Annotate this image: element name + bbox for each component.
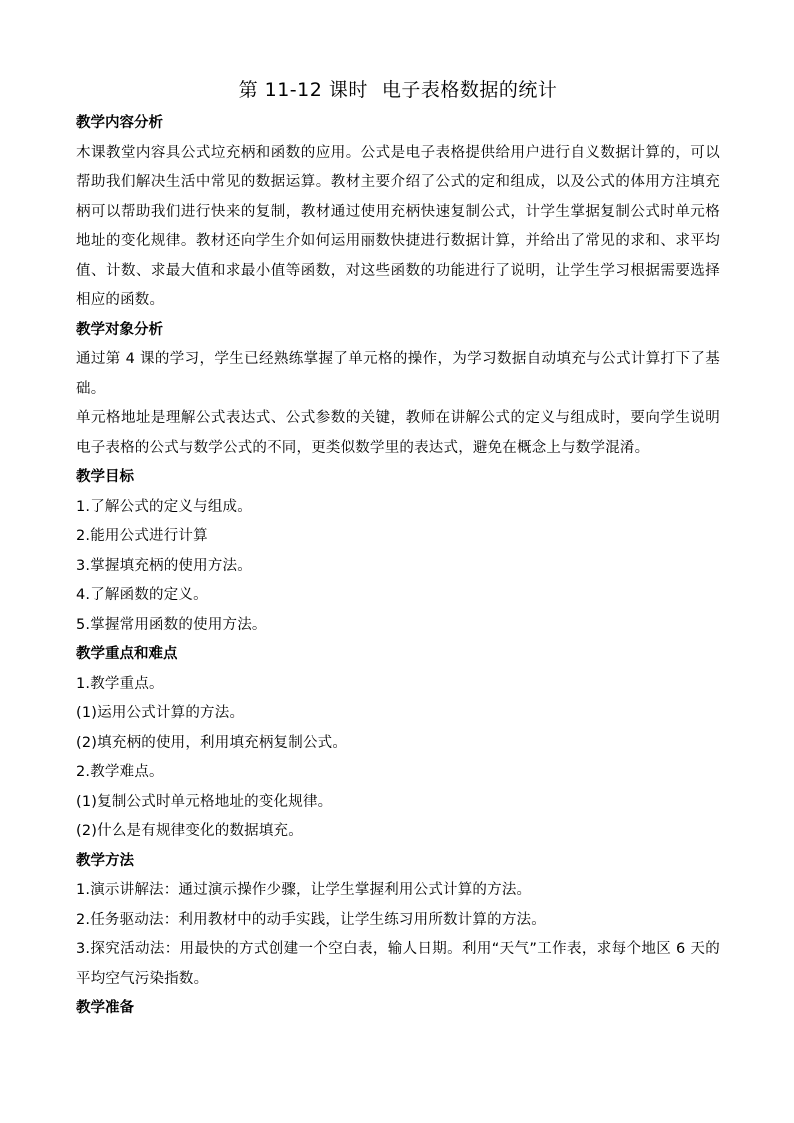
document-page	[76, 76, 720, 1024]
paragraph-object-analysis-2: 单元格地址是理解公式表达式、公式参数的关键，教师在讲解公式的定义与组成时，要向学生说明电子表格的公式与数学公式的不同，更类似数学里的表达式，避免在概念上与数学混淆。	[76, 410, 720, 456]
heading-methods: 教学方法	[76, 852, 134, 869]
method-item-1: 1.演示讲解法：通过演示操作少骤，让学生掌握利用公式计算的方法。	[76, 882, 532, 898]
key-point-item: (1)复制公式时单元格地址的变化规律。	[76, 793, 333, 810]
goal-item: 2.能用公式进行计算	[76, 528, 208, 544]
heading-object-analysis: 教学对象分析	[76, 321, 163, 338]
method-item-2: 2.任务驱动法：利用教材中的动手实践，让学生练习用所数计算的方法。	[76, 911, 546, 928]
key-point-item: (1)运用公式计算的方法。	[76, 705, 245, 721]
goal-item: 3.掌握填充柄的使用方法。	[76, 557, 252, 574]
heading-goals: 教学目标	[76, 469, 134, 485]
paragraph-content-analysis: 木课教堂内容具公式垃充柄和函数的应用。公式是电子表格提供给用户进行自义数据计算的，可以帮助我们解决生活中常见的数据运算。教材主要介绍了公式的定和组成，以及公式的体用方注填充柄可以帮助我们进行快来的复制，教材通过使用充柄快速复制公式，计学生掌据复制公式时单元格地址的变化规律。教材还向学生介如何运用丽数快捷进行数据计算，并给出了常见的求和、求平均值、计数、求最大值和求最小值等函数，对这些函数的功能进行了说明，让学生学习根据需要选择相应的函数。	[76, 144, 720, 308]
goal-item: 4.了解函数的定义。	[76, 587, 208, 603]
key-point-item: (2)填充柄的使用，利用填充柄复制公式。	[76, 734, 348, 751]
heading-preparation: 教学准备	[76, 1000, 134, 1016]
title-lesson-number: 第 11-12 课时	[238, 79, 368, 101]
method-item-3: 3.探究活动法：用最快的方式创建一个空白表，输人日期。利用“天气”工作表，求每个地区 6 天的平均空气污染指数。	[76, 941, 720, 987]
title-topic: 电子表格数据的统计	[381, 79, 558, 101]
heading-key-points: 教学重点和难点	[76, 646, 178, 662]
key-point-item: 1.教学重点。	[76, 675, 164, 692]
heading-content-analysis: 教学内容分析	[76, 115, 163, 131]
key-point-item: 2.教学难点。	[76, 764, 164, 780]
key-point-item: (2)什么是有规律变化的数据填充。	[76, 823, 303, 839]
paragraph-object-analysis-1: 通过第 4 课的学习，学生已经熟练掌握了单元格的操作，为学习数据自动填充与公式计算打下了基础。	[76, 351, 720, 397]
goal-item: 1.了解公式的定义与组成。	[76, 498, 252, 515]
document-title	[76, 76, 720, 104]
goal-item: 5.掌握常用函数的使用方法。	[76, 616, 267, 633]
